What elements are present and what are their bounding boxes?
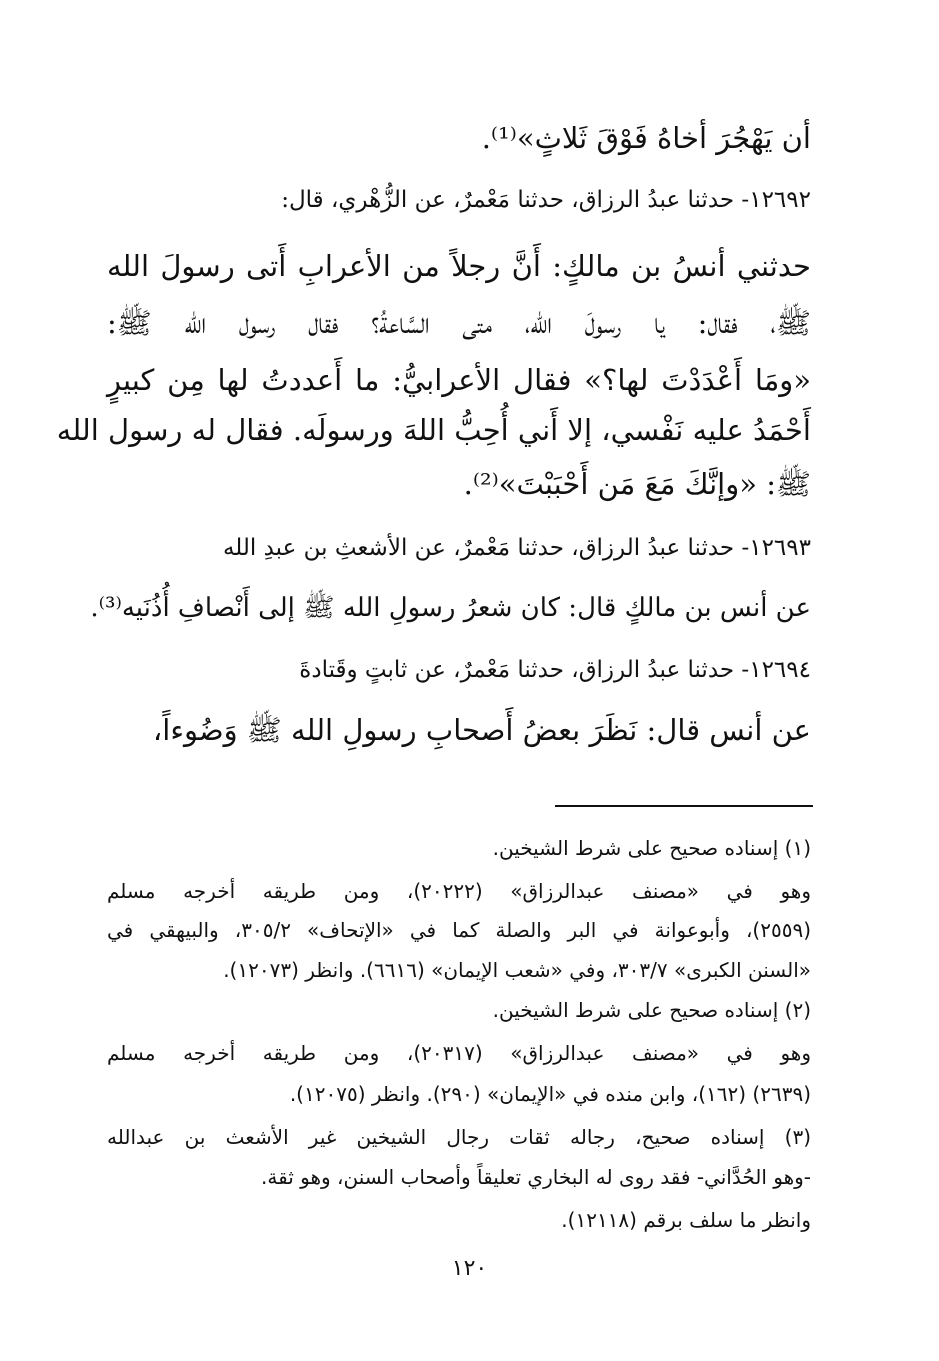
text-line: ﷺ، فقال: يا رسولَ الله، متى السَّاعةُ؟ فقال رسول الله ﷺ: (107, 306, 811, 340)
text-line: أَحْمَدُ عليه نَفْسي، إلا أَني أُحِبُّ اللهَ ورسولَه. فقال له رسول الله (56, 413, 811, 447)
text-line: عن أنس قال: نَظَرَ بعضُ أَصحابِ رسولِ الله ﷺ وَضُوءاً، (152, 713, 811, 747)
footnote-line: وهو في «مصنف عبدالرزاق» (٢٠٣١٧)، ومن طريقه أخرجه مسلم (107, 1041, 812, 1065)
footnote-line: (١) إسناده صحيح على شرط الشيخين. (492, 836, 811, 860)
text-line: ﷺ: «وإنَّكَ مَعَ مَن أَحْبَبْتَ»⁽²⁾. (463, 467, 811, 501)
hadith-heading: ١٢٦٩٣- حدثنا عبدُ الرزاق، حدثنا مَعْمرٌ، عن الأشعثِ بن عبدِ الله (222, 535, 811, 561)
hadith-heading: ١٢٦٩٢- حدثنا عبدُ الرزاق، حدثنا مَعْمرٌ، عن الزُّهْري، قال: (281, 187, 811, 213)
footnote-line: (٢٥٥٩)، وأبوعوانة في البر والصلة كما في «الإتحاف» ٣٠٥/٢، والبيهقي في (107, 918, 811, 942)
footnote-line: (٢) إسناده صحيح على شرط الشيخين. (492, 998, 811, 1022)
text-line: أن يَهْجُرَ أخاهُ فَوْقَ ثَلاثٍ»⁽¹⁾. (481, 121, 811, 155)
footnote-line: وهو في «مصنف عبدالرزاق» (٢٠٢٢٢)، ومن طريقه أخرجه مسلم (107, 879, 812, 903)
footnote-line: وانظر ما سلف برقم (١٢١١٨). (561, 1208, 811, 1232)
footnote-line: «السنن الكبرى» ٣٠٣/٧، وفي «شعب الإيمان» (٦٦١٦). وانظر (١٢٠٧٣). (223, 958, 811, 982)
text-line: عن أنس بن مالكٍ قال: كان شعرُ رسولِ الله ﷺ إلى أَنْصافِ أُذُنَيه⁽³⁾. (90, 593, 811, 623)
footnote-line: -وهو الحُدَّاني- فقد روى له البخاري تعليقاً وأصحاب السنن، وهو ثقة. (261, 1165, 811, 1189)
hadith-heading: ١٢٦٩٤- حدثنا عبدُ الرزاق، حدثنا مَعْمرٌ، عن ثابتٍ وقَتادةَ (299, 657, 811, 683)
footnote-line: (٢٦٣٩) (١٦٢)، وابن منده في «الإيمان» (٢٩٠). وانظر (١٢٠٧٥). (289, 1082, 811, 1106)
text-line: حدثني أنسُ بن مالكٍ: أَنَّ رجلاً من الأعرابِ أَتى رسولَ الله (107, 249, 811, 283)
footnote-line: (٣) إسناده صحيح، رجاله ثقات رجال الشيخين غير الأشعث بن عبدالله (107, 1125, 811, 1149)
page-number: ١٢٠ (451, 1256, 488, 1281)
text-line: «ومَا أَعْدَدْتَ لها؟» فقال الأعرابيُّ: ما أَعددتُ لها مِن كبيرٍ (107, 363, 811, 397)
footnote-divider (555, 805, 813, 807)
